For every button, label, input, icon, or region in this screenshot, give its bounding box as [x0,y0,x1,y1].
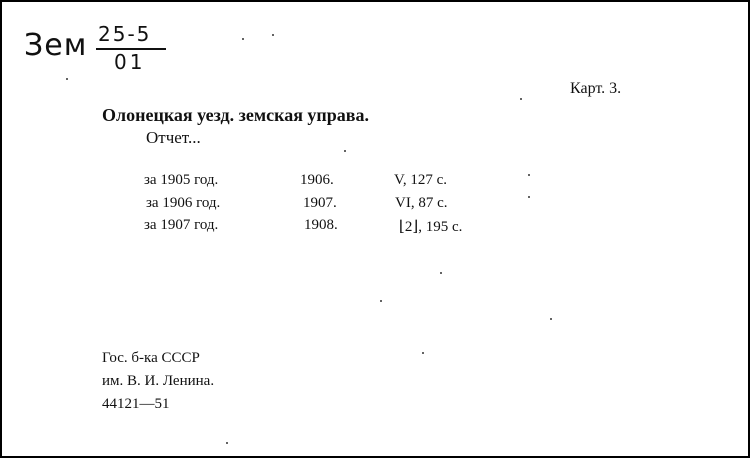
entry-period: за 1905 год. [144,172,219,188]
shelfmark-prefix: Зем [24,28,88,63]
entry-volume: VI, 87 с. [395,195,448,211]
card-number: Карт. 3. [570,80,622,97]
scan-speck [422,352,424,354]
entry-year: 1906. [300,172,334,188]
card-subtitle: Отчет... [146,128,201,147]
scan-speck [344,150,346,152]
scan-speck [242,38,244,40]
entry-volume: ⌊2⌋, 195 с. [399,219,463,235]
scan-speck [272,34,274,36]
scan-speck [66,78,68,80]
entry-period: за 1906 год. [146,195,221,211]
library-stamp-line2: им. В. И. Ленина. [102,373,215,389]
entry-year: 1908. [304,217,338,233]
card-title: Олонецкая уезд. земская управа. [102,105,370,125]
entry-period: за 1907 год. [144,217,219,233]
entry-year: 1907. [303,195,337,211]
scan-speck [380,300,382,302]
scan-speck [226,442,228,444]
shelfmark-denominator: 01 [114,50,146,74]
scan-speck [520,98,522,100]
library-stamp-line3: 44121—51 [102,396,170,412]
scan-speck [440,272,442,274]
shelfmark-numerator: 25-5 [98,22,152,46]
entry-volume: V, 127 с. [394,172,448,188]
scan-speck [528,196,530,198]
scan-speck [528,174,530,176]
library-stamp-line1: Гос. б-ка СССР [102,350,200,366]
scan-speck [550,318,552,320]
